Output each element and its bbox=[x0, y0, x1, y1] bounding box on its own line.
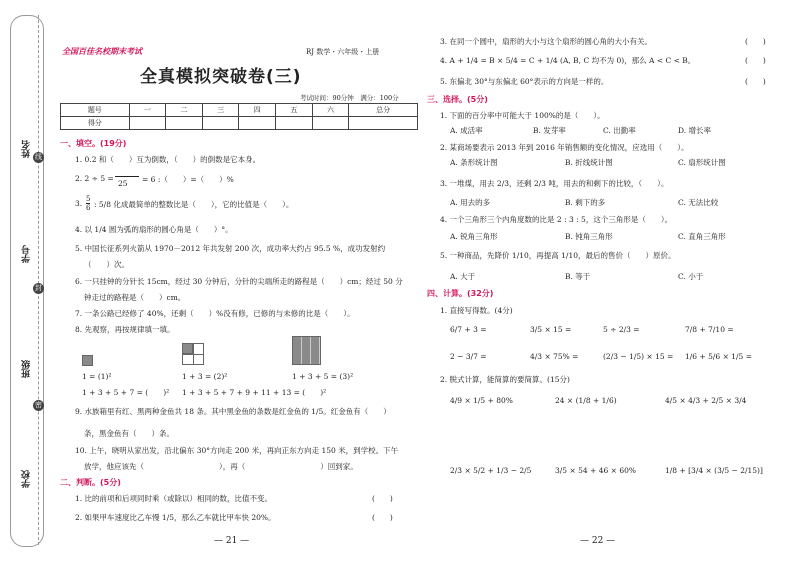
pattern-eq-2: 1 + 3 = (2)² bbox=[182, 372, 228, 381]
calc-2-1: 2 − 3/7 = bbox=[450, 352, 487, 361]
choice-3-a[interactable]: A. 用去的多 bbox=[450, 198, 491, 207]
judge-5-answer[interactable]: ( ) bbox=[745, 77, 766, 86]
calc-3-1: 4/9 × 1/5 + 80% bbox=[450, 396, 513, 405]
section-judge: 二、判断。(5分) bbox=[60, 478, 121, 487]
pattern-eq-4: 1 + 3 + 5 + 7 = ( )² bbox=[82, 388, 170, 397]
choice-5: 5. 一种商品，先降价 1/10，再提高 1/10，最后的售价（ ）原价。 bbox=[440, 251, 676, 260]
choice-5-a[interactable]: A. 大于 bbox=[450, 272, 476, 281]
question-7: 7. 一条公路已经修了 40%，还剩（ ）%没有修，已修的与未修的比是（ ）。 bbox=[75, 309, 355, 318]
choice-3: 3. 一堆煤，用去 2/3，还剩 2/3 吨，用去的和剩下的比较，（ ）。 bbox=[440, 179, 669, 188]
page-number-21: — 21 — bbox=[214, 536, 250, 546]
question-5a: 5. 中国长征系列火箭从 1970－2012 年共发射 200 次，成功率大约占 95.5 %，成功发射约 bbox=[75, 244, 386, 253]
judge-4-answer[interactable]: ( ) bbox=[745, 56, 766, 65]
question-4: 4. 以 1/4 圆为弧的扇形的圆心角是（ ）°。 bbox=[75, 225, 233, 234]
choice-2-a[interactable]: A. 条形统计图 bbox=[450, 158, 498, 167]
question-9a: 9. 水族箱里有红、黑两种金鱼共 18 条。其中黑金鱼的条数是红金鱼的 1/5。红金鱼有（ ） bbox=[75, 407, 391, 416]
calc-4-3: 1/8 + [3/4 × (3/5 − 2/15)] bbox=[665, 466, 763, 475]
score-header: 四 bbox=[239, 104, 276, 117]
choice-3-b[interactable]: B. 剩下的多 bbox=[565, 198, 606, 207]
right-page bbox=[400, 0, 800, 562]
choice-1: 1. 下面的百分率中可能大于 100%的是（ ）。 bbox=[440, 111, 605, 120]
score-header: 题号 bbox=[61, 104, 130, 117]
choice-2-b[interactable]: B. 折线统计图 bbox=[565, 158, 613, 167]
pattern-square-2-shade bbox=[182, 343, 193, 354]
question-10a: 10. 上午，晓明从家出发，沿北偏东 30°方向走 200 米，再向正东方向走 150 米，到学校。下午 bbox=[75, 446, 399, 455]
pattern-square-3 bbox=[292, 336, 321, 365]
label-name: 姓名 bbox=[22, 140, 32, 158]
calc-part-1: 1. 直接写得数。(4分) bbox=[440, 306, 513, 315]
question-8: 8. 先观察，再按规律填一填。 bbox=[75, 325, 175, 334]
question-3-number: 3. bbox=[75, 199, 83, 208]
pattern-eq-1: 1 = (1)² bbox=[82, 372, 112, 381]
calc-1-1: 6/7 + 3 = bbox=[450, 325, 487, 334]
score-header: 二 bbox=[166, 104, 203, 117]
choice-1-b[interactable]: B. 发芽率 bbox=[533, 126, 566, 135]
score-table bbox=[60, 103, 418, 130]
label-student-no: 学号 bbox=[22, 245, 32, 263]
score-cell[interactable] bbox=[166, 117, 203, 130]
calc-2-3: (2/3 − 1/5) × 15 = bbox=[603, 352, 674, 361]
question-2a: 2. 2 ÷ 5 = bbox=[75, 174, 114, 183]
judge-3-answer[interactable]: ( ) bbox=[745, 37, 766, 46]
pattern-eq-3: 1 + 3 + 5 = (3)² bbox=[292, 372, 354, 381]
pattern-square-1 bbox=[82, 355, 93, 366]
label-class: 班级 bbox=[22, 360, 32, 378]
judge-2-answer[interactable]: ( ) bbox=[372, 513, 393, 522]
question-3: : 5/8 化成最简单的整数比是（ ），它的比值是（ ）。 bbox=[94, 200, 294, 209]
calc-part-2: 2. 脱式计算，能简算的要简算。(15分) bbox=[440, 375, 570, 384]
question-6a: 6. 一只挂钟的分针长 15cm，经过 30 分钟后，分针的尖端所走的路程是（ ）cm；经过 50 分 bbox=[75, 277, 403, 286]
section-choice: 三、选择。(5分) bbox=[427, 95, 488, 104]
choice-2-c[interactable]: C. 扇形统计图 bbox=[678, 158, 726, 167]
choice-4-b[interactable]: B. 钝角三角形 bbox=[565, 232, 613, 241]
pattern-eq-5: 1 + 3 + 5 + 7 + 9 + 11 + 13 = ( )² bbox=[182, 388, 327, 397]
judge-5: 5. 东偏北 30°与东偏北 60°表示的方向是一样的。 bbox=[440, 77, 609, 86]
question-5b: （ ）次。 bbox=[84, 260, 129, 269]
series-tag: RJ 数学・六年级・上册 bbox=[306, 48, 380, 56]
choice-4-a[interactable]: A. 锐角三角形 bbox=[450, 232, 498, 241]
section-calc: 四、计算。(32分) bbox=[427, 289, 494, 298]
calc-2-2: 4/3 × 75% = bbox=[530, 352, 579, 361]
choice-1-d[interactable]: D. 增长率 bbox=[678, 126, 712, 135]
question-2b: = 6 :（ ）=（ ）% bbox=[142, 175, 234, 184]
section-fill-in: 一、填空。(19分) bbox=[60, 139, 127, 148]
score-cell[interactable] bbox=[239, 117, 276, 130]
question-6b: 钟走过的路程是（ ）cm。 bbox=[84, 293, 186, 302]
score-cell[interactable] bbox=[129, 117, 166, 130]
calc-3-2: 24 × (1/8 + 1/6) bbox=[555, 396, 617, 405]
page-number-22: — 22 — bbox=[580, 536, 616, 546]
judge-1: 1. 比的前项和后项同时乘（或除以）相同的数，比值不变。 bbox=[75, 494, 273, 503]
choice-1-a[interactable]: A. 成活率 bbox=[450, 126, 483, 135]
judge-3: 3. 在同一个圆中，扇形的大小与这个扇形的圆心角的大小有关。 bbox=[440, 37, 653, 46]
choice-3-c[interactable]: C. 无法比较 bbox=[678, 198, 719, 207]
choice-4: 4. 一个三角形三个内角度数的比是 2 : 3 : 5，这个三角形是（ ）。 bbox=[440, 215, 673, 224]
calc-1-2: 3/5 × 15 = bbox=[530, 325, 572, 334]
choice-2: 2. 某商场要表示 2013 年到 2016 年销售额的变化情况，应选用（ ）。 bbox=[440, 143, 689, 152]
calc-1-4: 7/8 + 7/10 = bbox=[685, 325, 734, 334]
brand-text: 全国百佳名校期末考试 bbox=[62, 46, 142, 56]
calc-4-2: 3/5 × 54 + 46 × 60% bbox=[555, 466, 636, 475]
question-9b: 条，黑金鱼有（ ）条。 bbox=[84, 429, 174, 438]
binding-line bbox=[38, 15, 39, 545]
page-title: 全真模拟突破卷(三) bbox=[140, 67, 302, 87]
calc-1-3: 5 ÷ 2/3 = bbox=[603, 325, 640, 334]
choice-5-b[interactable]: B. 等于 bbox=[565, 272, 591, 281]
score-header: 总分 bbox=[349, 104, 418, 117]
fraction-5-6: 5 6 bbox=[86, 195, 91, 212]
score-cell[interactable] bbox=[312, 117, 349, 130]
calc-4-1: 2/3 × 5/2 + 1/3 − 2/5 bbox=[450, 466, 532, 475]
seal-xian: 线 bbox=[35, 153, 42, 161]
exam-info: 考试时间：90分钟 满分：100分 bbox=[300, 94, 399, 102]
score-row-label: 得分 bbox=[61, 117, 130, 130]
choice-1-c[interactable]: C. 出勤率 bbox=[603, 126, 636, 135]
question-2-denominator: 25 bbox=[118, 179, 128, 188]
judge-2: 2. 如果甲车速度比乙车慢 1/5，那么乙车就比甲车快 20%。 bbox=[75, 513, 276, 522]
judge-4: 4. A + 1/4 = B × 5/4 = C + 1/4 (A, B, C 均不为 0)，那么 A < C < B。 bbox=[440, 56, 696, 65]
score-cell[interactable] bbox=[202, 117, 239, 130]
score-header: 五 bbox=[276, 104, 313, 117]
seal-mi: 密 bbox=[35, 401, 42, 409]
score-cell[interactable] bbox=[276, 117, 313, 130]
choice-4-c[interactable]: C. 直角三角形 bbox=[678, 232, 726, 241]
choice-5-c[interactable]: C. 小于 bbox=[678, 272, 704, 281]
seal-feng: 封 bbox=[35, 284, 42, 292]
label-school: 学校 bbox=[22, 470, 32, 488]
judge-1-answer[interactable]: ( ) bbox=[372, 494, 393, 503]
fraction-blank[interactable] bbox=[115, 168, 139, 177]
calc-2-4: 1/6 + 5/6 × 1/5 = bbox=[685, 352, 752, 361]
calc-3-3: 4/5 × 4/3 + 2/5 × 3/4 bbox=[665, 396, 747, 405]
question-10b: 放学，他应该先（ ），再（ ）回到家。 bbox=[84, 462, 358, 471]
score-header: 三 bbox=[202, 104, 239, 117]
score-header: 六 bbox=[312, 104, 349, 117]
question-1: 1. 0.2 和（ ）互为倒数，（ ）的倒数是它本身。 bbox=[75, 155, 261, 164]
score-header: 一 bbox=[129, 104, 166, 117]
